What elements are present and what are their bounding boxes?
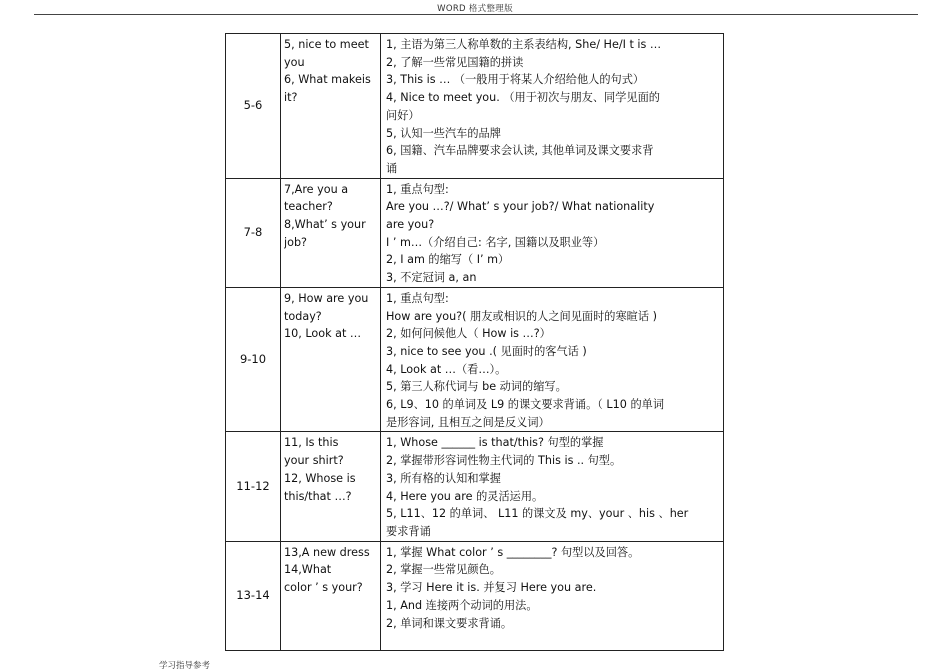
topic-line: this/that …? [284, 489, 352, 503]
topic-line: 7,Are you a [284, 182, 349, 196]
topic-line: your shirt? [284, 454, 344, 468]
requirement-line: 是形容词, 且相互之间是反义词） [386, 415, 550, 429]
requirement-line: How are you?( 朋友或相识的人之间见面时的寒暄话 ) [386, 309, 657, 323]
requirement-line: 2, I am 的缩写（ I’ m） [386, 253, 510, 267]
lesson-table-body [226, 34, 724, 651]
requirement-line: 4, Look at …（看…）。 [386, 362, 507, 376]
lesson-requirements-cell [381, 34, 724, 179]
requirement-line: 1, 掌握 What color ’ s ________? 句型以及回答。 [386, 545, 640, 559]
requirement-line: 1, 重点句型: [386, 291, 449, 305]
lesson-number-cell: 13-14 [226, 541, 281, 650]
requirement-line: 3, 学习 Here it is. 并复习 Here you are. [386, 581, 597, 595]
requirement-line: 2, 掌握一些常见颜色。 [386, 563, 501, 577]
lesson-table [225, 33, 724, 651]
lesson-row [226, 432, 724, 541]
topic-line: 6, What makeis [284, 73, 371, 87]
lesson-number-cell: 5-6 [226, 34, 281, 179]
requirement-line: 6, L9、10 的单词及 L9 的课文要求背诵。（ L10 的单词 [386, 398, 665, 412]
requirement-line: 4, Here you are 的灵活运用。 [386, 489, 544, 503]
topic-line: job? [284, 235, 307, 249]
lesson-requirements-cell [381, 541, 724, 650]
topic-line: 10, Look at … [284, 327, 362, 341]
lesson-requirements-cell [381, 432, 724, 541]
topic-line: you [284, 55, 305, 69]
lesson-topic-cell [281, 541, 381, 650]
lesson-row [226, 541, 724, 650]
requirement-line: 1, 重点句型: [386, 182, 449, 196]
lesson-row [226, 287, 724, 432]
requirement-line: 1, 主语为第三人称单数的主系表结构, She/ He/I t is … [386, 38, 662, 51]
requirement-line: 1, Whose ______ is that/this? 句型的掌握 [386, 436, 604, 450]
lesson-topic-cell [281, 178, 381, 287]
requirement-line: 3, nice to see you .( 见面时的客气话 ) [386, 344, 587, 358]
topic-line: 9, How are you [284, 291, 369, 305]
requirement-line: 5, 第三人称代词与 be 动词的缩写。 [386, 380, 567, 394]
topic-line: 11, Is this [284, 436, 339, 450]
lesson-requirements-cell [381, 287, 724, 432]
lesson-row [226, 178, 724, 287]
requirement-line: Are you …?/ What’ s your job?/ What nationality [386, 200, 655, 214]
requirement-line: 2, 如何问候他人（ How is …?） [386, 327, 551, 341]
topic-line: teacher? [284, 200, 333, 214]
lesson-number-cell: 9-10 [226, 287, 281, 432]
lesson-topic-cell [281, 287, 381, 432]
lesson-topic-cell [281, 34, 381, 179]
lesson-number-cell: 11-12 [226, 432, 281, 541]
requirement-line: 6, 国籍、汽车品牌要求会认读, 其他单词及课文要求背 [386, 144, 654, 158]
requirement-line: are you? [386, 218, 435, 232]
requirement-line: 5, L11、12 的单词、 L11 的课文及 my、your 、his 、her [386, 507, 689, 521]
lesson-row [226, 34, 724, 179]
requirement-line: 1, And 连接两个动词的用法。 [386, 598, 538, 612]
requirement-line: 2, 单词和课文要求背诵。 [386, 616, 513, 630]
lesson-topic-cell [281, 432, 381, 541]
requirement-line: 2, 了解一些常见国籍的拼读 [386, 55, 524, 69]
topic-line: 8,What’ s your [284, 218, 366, 232]
topic-line: 13,A new dress [284, 545, 370, 559]
requirement-line: 要求背诵 [386, 524, 431, 538]
requirement-line: 3, 不定冠词 a, an [386, 271, 477, 285]
requirement-line: 3, This is … （一般用于将某人介绍给他人的句式） [386, 73, 645, 87]
topic-line: 12, Whose is [284, 471, 356, 485]
requirement-line: 4, Nice to meet you. （用于初次与朋友、同学见面的 [386, 91, 660, 105]
topic-line: today? [284, 309, 322, 323]
topic-line: it? [284, 91, 298, 105]
requirement-line: 2, 掌握带形容词性物主代词的 This is .. 句型。 [386, 454, 622, 468]
requirement-line: 诵 [386, 161, 398, 175]
lesson-requirements-cell [381, 178, 724, 287]
requirement-line: I ’ m…（介绍自己: 名字, 国籍以及职业等） [386, 235, 605, 249]
lesson-number-cell: 7-8 [226, 178, 281, 287]
requirement-line: 5, 认知一些汽车的品牌 [386, 126, 501, 140]
topic-line: 5, nice to meet [284, 38, 369, 51]
topic-line: 14,What [284, 563, 332, 577]
page-header-title: WORD 格式整理版 [437, 4, 513, 14]
header-divider [34, 14, 918, 15]
requirement-line: 问好） [386, 108, 420, 122]
page-footer-text: 学习指导参考 [159, 661, 211, 671]
topic-line: color ’ s your? [284, 581, 363, 595]
requirement-line: 3, 所有格的认知和掌握 [386, 471, 501, 485]
